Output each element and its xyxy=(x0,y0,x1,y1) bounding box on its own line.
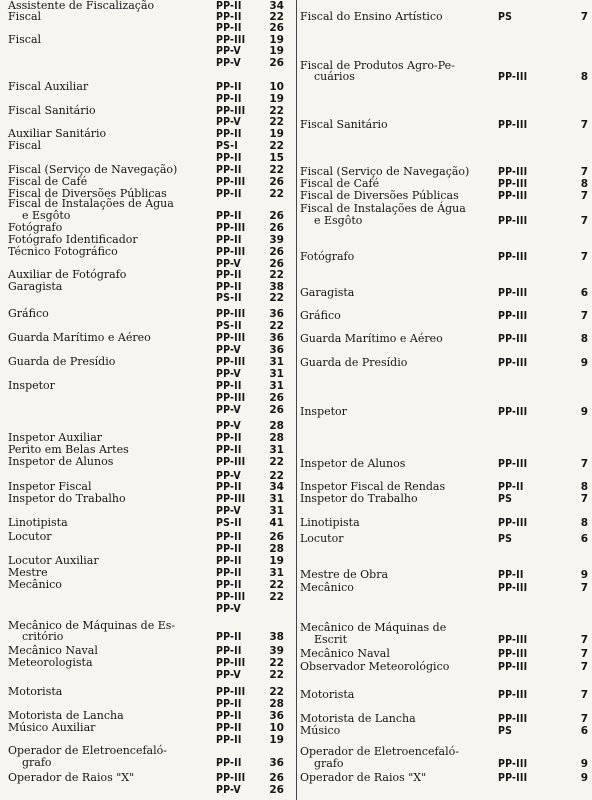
row-class: PP-II xyxy=(216,579,242,591)
row-class: PP-III xyxy=(216,34,246,46)
row-number: 26 xyxy=(269,772,284,784)
row-number: 9 xyxy=(580,406,588,418)
row-label: Fiscal xyxy=(8,33,42,46)
row-number: 26 xyxy=(269,246,284,258)
row-number: 36 xyxy=(269,757,284,769)
row-label: Inspetor Fiscal xyxy=(8,480,92,493)
row-label: Mecânico Naval xyxy=(8,644,98,657)
row-label: Fotógrafo Identificador xyxy=(8,233,138,246)
row-label: Inspetor xyxy=(8,379,55,392)
row-label: Gráfico xyxy=(8,307,49,320)
row-number: 19 xyxy=(269,555,284,567)
row-class: PP-III xyxy=(498,119,528,131)
row-number: 8 xyxy=(580,178,588,190)
row-class: PP-II xyxy=(216,710,242,722)
row-label: Inspetor Auxiliar xyxy=(8,431,103,444)
row-class: PP-II xyxy=(216,81,242,93)
row-number: 28 xyxy=(269,543,284,555)
row-number: 22 xyxy=(269,140,284,152)
row-label: Fiscal Sanitário xyxy=(300,118,388,131)
row-number: 34 xyxy=(269,481,284,493)
row-number: 26 xyxy=(269,404,284,416)
row-class: PP-III xyxy=(498,287,528,299)
row-number: 7 xyxy=(580,458,588,470)
row-class: PP-III xyxy=(498,71,528,83)
row-label: Garagista xyxy=(8,280,63,293)
row-label: grafo xyxy=(314,757,344,770)
row-label: Operador de Raios "X" xyxy=(300,771,427,784)
row-label: Guarda de Presídio xyxy=(8,355,116,368)
row-class: PP-V xyxy=(216,344,241,356)
row-label: Auxiliar Sanitário xyxy=(8,127,107,140)
row-number: 22 xyxy=(269,105,284,117)
row-label: Motorista xyxy=(8,685,63,698)
row-number: 6 xyxy=(580,725,588,737)
row-class: PP-II xyxy=(216,722,242,734)
row-number: 26 xyxy=(269,57,284,69)
row-label: Inspetor de Alunos xyxy=(8,455,114,468)
row-number: 26 xyxy=(269,392,284,404)
row-label: Auxiliar de Fotógrafo xyxy=(8,268,127,281)
row-class: PP-III xyxy=(498,648,528,660)
row-label: Motorista de Lancha xyxy=(8,709,124,722)
row-number: 9 xyxy=(580,758,588,770)
row-class: PP-II xyxy=(498,481,524,493)
row-class: PP-II xyxy=(216,152,242,164)
row-number: 7 xyxy=(580,166,588,178)
row-number: 26 xyxy=(269,258,284,270)
row-number: 22 xyxy=(269,591,284,603)
row-label: Locutor xyxy=(300,532,344,545)
row-label: critório xyxy=(22,630,64,643)
row-class: PP-III xyxy=(216,456,246,468)
row-class: PS-I xyxy=(216,140,238,152)
row-class: PS xyxy=(498,533,513,545)
row-class: PP-II xyxy=(216,734,242,746)
row-number: 41 xyxy=(269,517,284,529)
row-label: Motorista de Lancha xyxy=(300,712,416,725)
row-label: Fotógrafo xyxy=(300,250,355,263)
row-class: PP-II xyxy=(216,234,242,246)
row-number: 7 xyxy=(580,648,588,660)
row-number: 26 xyxy=(269,222,284,234)
row-class: PP-III xyxy=(216,176,246,188)
row-class: PS-II xyxy=(216,517,242,529)
row-label: Fiscal (Serviço de Navegação) xyxy=(300,165,470,178)
row-number: 10 xyxy=(269,81,284,93)
row-label: e Esgôto xyxy=(22,209,71,222)
row-class: PP-III xyxy=(498,251,528,263)
row-label: Inspetor Fiscal de Rendas xyxy=(300,480,446,493)
row-class: PP-III xyxy=(498,215,528,227)
row-class: PP-II xyxy=(216,631,242,643)
row-class: PP-III xyxy=(498,458,528,470)
row-label: Fiscal Auxiliar xyxy=(8,80,89,93)
row-class: PP-III xyxy=(498,772,528,784)
row-class: PP-V xyxy=(216,45,241,57)
row-label: Fiscal de Produtos Agro-Pe- xyxy=(300,59,455,72)
row-number: 36 xyxy=(269,710,284,722)
row-number: 8 xyxy=(580,517,588,529)
row-label: Mestre xyxy=(8,566,48,579)
row-number: 7 xyxy=(580,713,588,725)
row-class: PP-II xyxy=(216,188,242,200)
row-number: 22 xyxy=(269,657,284,669)
row-class: PP-III xyxy=(216,493,246,505)
row-class: PP-III xyxy=(216,105,246,117)
row-label: Inspetor do Trabalho xyxy=(300,492,418,505)
row-number: 6 xyxy=(580,533,588,545)
row-label: Motorista xyxy=(300,688,355,701)
row-label: Fiscal (Serviço de Navegação) xyxy=(8,163,178,176)
row-class: PP-III xyxy=(498,689,528,701)
row-number: 38 xyxy=(269,281,284,293)
row-label: Guarda Marítimo e Aéreo xyxy=(8,331,151,344)
row-number: 28 xyxy=(269,698,284,710)
row-class: PP-III xyxy=(216,308,246,320)
row-number: 31 xyxy=(269,567,284,579)
row-label: Fiscal de Café xyxy=(8,175,88,188)
row-class: PP-II xyxy=(216,0,242,12)
row-number: 26 xyxy=(269,176,284,188)
row-label: Mecânico de Máquinas de xyxy=(300,621,447,634)
row-number: 8 xyxy=(580,333,588,345)
row-number: 31 xyxy=(269,380,284,392)
row-number: 9 xyxy=(580,357,588,369)
row-label: cuários xyxy=(314,70,355,83)
row-number: 26 xyxy=(269,210,284,222)
row-number: 22 xyxy=(269,669,284,681)
row-label: Escrit xyxy=(314,633,348,646)
row-class: PP-II xyxy=(216,93,242,105)
row-number: 22 xyxy=(269,11,284,23)
row-class: PP-III xyxy=(498,713,528,725)
row-number: 38 xyxy=(269,631,284,643)
row-number: 8 xyxy=(580,71,588,83)
row-number: 22 xyxy=(269,579,284,591)
row-class: PP-III xyxy=(498,634,528,646)
column-divider xyxy=(296,0,297,800)
row-class: PP-II xyxy=(216,481,242,493)
row-label: Mestre de Obra xyxy=(300,568,389,581)
row-number: 31 xyxy=(269,493,284,505)
row-class: PP-II xyxy=(216,444,242,456)
row-number: 10 xyxy=(269,722,284,734)
row-number: 7 xyxy=(580,119,588,131)
row-class: PP-II xyxy=(216,645,242,657)
row-class: PP-III xyxy=(216,246,246,258)
row-class: PP-III xyxy=(216,332,246,344)
row-number: 36 xyxy=(269,344,284,356)
row-class: PP-III xyxy=(498,190,528,202)
row-label: Músico xyxy=(300,724,341,737)
row-label: Meteorologista xyxy=(8,656,93,669)
row-label: Garagista xyxy=(300,286,355,299)
row-number: 9 xyxy=(580,569,588,581)
row-class: PP-V xyxy=(216,669,241,681)
row-label: Linotipista xyxy=(300,516,360,529)
row-number: 22 xyxy=(269,116,284,128)
row-number: 31 xyxy=(269,444,284,456)
row-class: PP-III xyxy=(498,517,528,529)
row-class: PP-III xyxy=(498,178,528,190)
row-number: 19 xyxy=(269,34,284,46)
row-number: 19 xyxy=(269,734,284,746)
row-class: PP-V xyxy=(216,784,241,796)
row-number: 26 xyxy=(269,531,284,543)
row-number: 7 xyxy=(580,310,588,322)
row-number: 8 xyxy=(580,481,588,493)
row-class: PP-III xyxy=(498,333,528,345)
row-number: 22 xyxy=(269,470,284,482)
row-label: Mecânico xyxy=(300,581,354,594)
row-class: PP-II xyxy=(498,569,524,581)
row-label: Operador de Eletroencefaló- xyxy=(300,745,459,758)
row-class: PP-V xyxy=(216,116,241,128)
row-label: Fiscal de Instalações de Água xyxy=(8,197,174,210)
row-number: 19 xyxy=(269,45,284,57)
row-class: PP-III xyxy=(216,392,246,404)
row-class: PP-V xyxy=(216,470,241,482)
row-class: PP-V xyxy=(216,420,241,432)
row-number: 22 xyxy=(269,164,284,176)
row-label: Locutor xyxy=(8,530,52,543)
row-label: Fiscal de Diversões Públicas xyxy=(8,187,167,200)
row-class: PP-III xyxy=(498,661,528,673)
row-label: Inspetor do Trabalho xyxy=(8,492,126,505)
row-label: Técnico Fotográfico xyxy=(8,245,118,258)
row-class: PP-III xyxy=(498,582,528,594)
row-number: 22 xyxy=(269,320,284,332)
row-label: Mecânico Naval xyxy=(300,647,390,660)
row-label: Fiscal de Café xyxy=(300,177,380,190)
row-number: 15 xyxy=(269,152,284,164)
row-class: PP-III xyxy=(216,686,246,698)
row-class: PP-III xyxy=(498,357,528,369)
row-label: Guarda Marítimo e Aéreo xyxy=(300,332,443,345)
row-class: PP-II xyxy=(216,11,242,23)
row-class: PP-III xyxy=(216,591,246,603)
row-class: PS xyxy=(498,11,513,23)
row-label: Mecânico xyxy=(8,578,62,591)
row-label: Músico Auxiliar xyxy=(8,721,96,734)
row-number: 22 xyxy=(269,269,284,281)
row-number: 7 xyxy=(580,251,588,263)
row-label: Fiscal do Ensino Artístico xyxy=(300,10,443,23)
row-label: Fiscal xyxy=(8,139,42,152)
row-number: 7 xyxy=(580,661,588,673)
row-label: Fiscal Sanitário xyxy=(8,104,96,117)
row-label: Locutor Auxiliar xyxy=(8,554,99,567)
row-class: PP-II xyxy=(216,555,242,567)
row-number: 39 xyxy=(269,234,284,246)
row-class: PP-II xyxy=(216,531,242,543)
row-number: 34 xyxy=(269,0,284,12)
row-number: 7 xyxy=(580,634,588,646)
row-number: 22 xyxy=(269,292,284,304)
row-number: 31 xyxy=(269,368,284,380)
row-class: PP-III xyxy=(216,657,246,669)
row-number: 36 xyxy=(269,308,284,320)
row-class: PP-V xyxy=(216,505,241,517)
row-class: PS xyxy=(498,725,513,737)
row-label: Perito em Belas Artes xyxy=(8,443,129,456)
row-number: 28 xyxy=(269,420,284,432)
row-class: PP-V xyxy=(216,258,241,270)
row-class: PS xyxy=(498,493,513,505)
row-label: Observador Meteorológico xyxy=(300,660,450,673)
row-class: PP-II xyxy=(216,269,242,281)
row-class: PS-II xyxy=(216,292,242,304)
row-label: Fiscal de Instalações de Água xyxy=(300,202,466,215)
row-class: PP-II xyxy=(216,128,242,140)
row-label: Operador de Eletroencefaló- xyxy=(8,744,167,757)
row-class: PP-II xyxy=(216,567,242,579)
row-class: PP-II xyxy=(216,757,242,769)
row-label: Fotógrafo xyxy=(8,221,63,234)
row-number: 22 xyxy=(269,456,284,468)
row-number: 31 xyxy=(269,505,284,517)
row-label: Operador de Raios "X" xyxy=(8,771,135,784)
row-class: PP-II xyxy=(216,698,242,710)
row-class: PP-V xyxy=(216,368,241,380)
row-number: 7 xyxy=(580,11,588,23)
row-class: PP-III xyxy=(498,758,528,770)
row-class: PP-III xyxy=(216,222,246,234)
row-class: PP-II xyxy=(216,164,242,176)
row-number: 26 xyxy=(269,784,284,796)
row-number: 39 xyxy=(269,645,284,657)
row-number: 7 xyxy=(580,215,588,227)
row-class: PP-II xyxy=(216,281,242,293)
row-label: Gráfico xyxy=(300,309,341,322)
row-class: PP-V xyxy=(216,57,241,69)
row-number: 19 xyxy=(269,128,284,140)
row-class: PP-V xyxy=(216,404,241,416)
row-number: 28 xyxy=(269,432,284,444)
row-class: PP-V xyxy=(216,603,241,615)
row-label: Fiscal xyxy=(8,10,42,23)
row-class: PP-III xyxy=(498,166,528,178)
row-class: PP-III xyxy=(498,406,528,418)
row-number: 19 xyxy=(269,93,284,105)
row-number: 6 xyxy=(580,287,588,299)
row-label: grafo xyxy=(22,756,52,769)
row-number: 7 xyxy=(580,190,588,202)
row-label: Inspetor xyxy=(300,405,347,418)
row-label: Assistente de Fiscalização xyxy=(8,0,155,12)
row-class: PP-II xyxy=(216,380,242,392)
row-number: 9 xyxy=(580,772,588,784)
row-label: Inspetor de Alunos xyxy=(300,457,406,470)
row-class: PS-II xyxy=(216,320,242,332)
row-class: PP-II xyxy=(216,22,242,34)
row-label: Fiscal de Diversões Públicas xyxy=(300,189,459,202)
row-label: Linotipista xyxy=(8,516,68,529)
row-class: PP-III xyxy=(216,772,246,784)
row-class: PP-III xyxy=(216,356,246,368)
row-class: PP-II xyxy=(216,543,242,555)
row-label: Mecânico de Máquinas de Es- xyxy=(8,619,176,632)
row-number: 7 xyxy=(580,582,588,594)
row-label: e Esgôto xyxy=(314,214,363,227)
row-class: PP-III xyxy=(498,310,528,322)
row-number: 22 xyxy=(269,686,284,698)
row-class: PP-II xyxy=(216,432,242,444)
row-number: 31 xyxy=(269,356,284,368)
row-number: 7 xyxy=(580,689,588,701)
row-label: Guarda de Presídio xyxy=(300,356,408,369)
row-number: 22 xyxy=(269,188,284,200)
row-number: 26 xyxy=(269,22,284,34)
row-number: 36 xyxy=(269,332,284,344)
row-number: 7 xyxy=(580,493,588,505)
row-class: PP-II xyxy=(216,210,242,222)
